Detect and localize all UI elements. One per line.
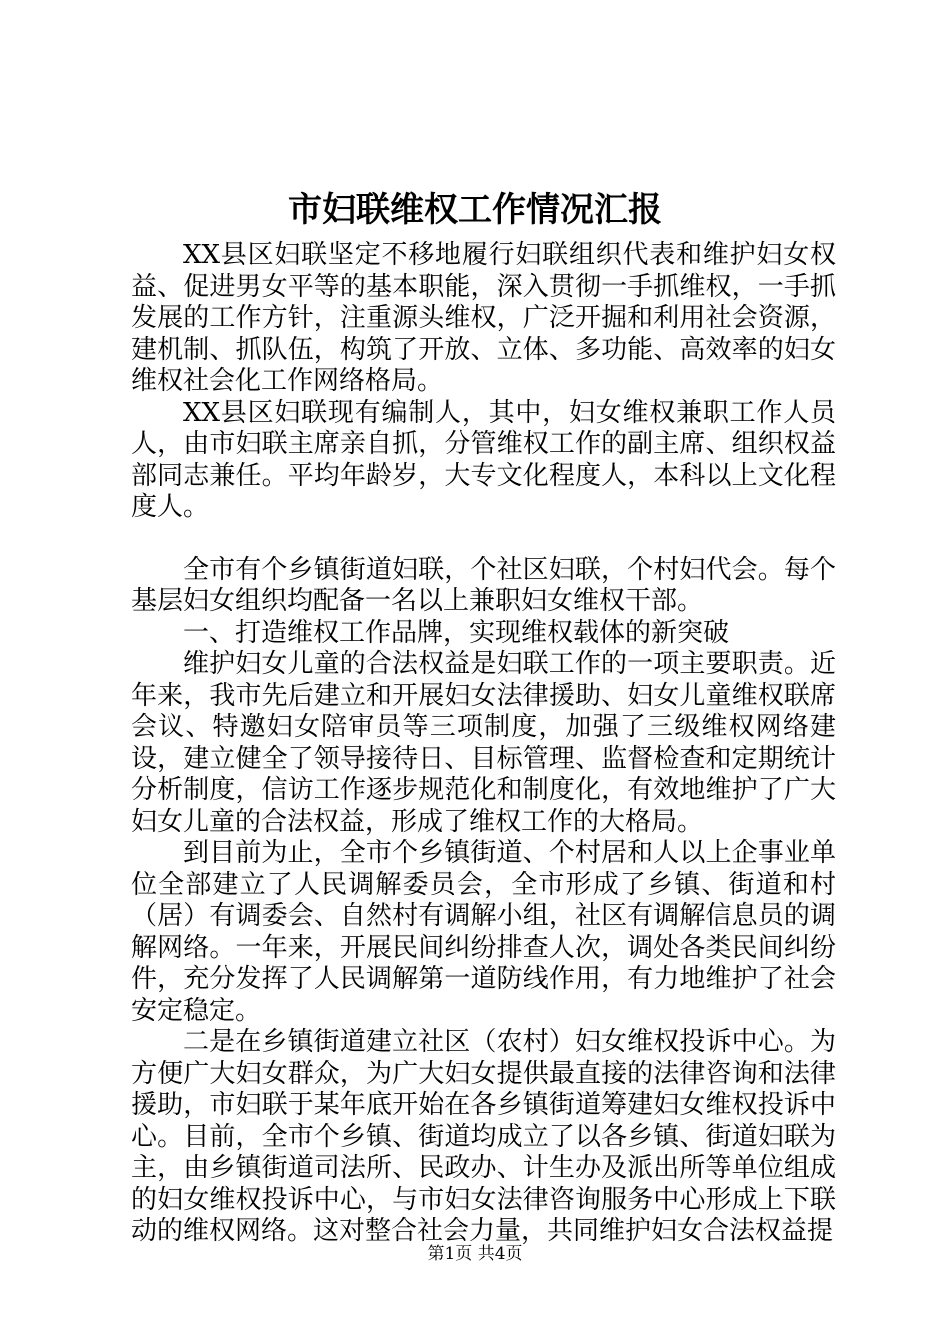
document-title: 市妇联维权工作情况汇报 xyxy=(288,190,662,230)
paragraph-6: 二是在乡镇街道建立社区（农村）妇女维权投诉中心。为方便广大妇女群众，为广大妇女提供最直接的法律咨询和法律援助，市妇联于某年底开始在各乡镇街道筹建妇女维权投诉中心。目前，全市个乡镇、街道均成立了以各乡镇、街道妇联为主，由乡镇街道司法所、民政办、计生办及派出所等单位组成的妇女维权投诉中心，与市妇女法律咨询服务中心形成上下联动的维权网络。这对整合社会力量，共同维护妇女合法权益提 xyxy=(131,1027,836,1246)
page-number-footer: 第1页 共4页 xyxy=(427,1244,523,1264)
paragraph-4: 维护妇女儿童的合法权益是妇联工作的一项主要职责。近年来，我市先后建立和开展妇女法律援助、妇女儿童维权联席会议、特邀妇女陪审员等三项制度，加强了三级维权网络建设，建立健全了领导接待日、目标管理、监督检查和定期统计分析制度，信访工作逐步规范化和制度化，有效地维护了广大妇女儿童的合法权益，形成了维权工作的大格局。 xyxy=(131,649,836,837)
document-body xyxy=(131,240,836,1248)
paragraph-3: 全市有个乡镇街道妇联，个社区妇联，个村妇代会。每个基层妇女组织均配备一名以上兼职妇女维权干部。 xyxy=(131,554,836,616)
section-heading-1: 一、打造维权工作品牌，实现维权载体的新突破 xyxy=(183,617,730,648)
paragraph-1: XX县区妇联坚定不移地履行妇联组织代表和维护妇女权益、促进男女平等的基本职能，深入贯彻一手抓维权，一手抓发展的工作方针，注重源头维权，广泛开掘和利用社会资源，建机制、抓队伍，构筑了开放、立体、多功能、高效率的妇女维权社会化工作网络格局。 xyxy=(131,240,836,396)
paragraph-2: XX县区妇联现有编制人，其中，妇女维权兼职工作人员人，由市妇联主席亲自抓，分管维权工作的副主席、组织权益部同志兼任。平均年龄岁，大专文化程度人，本科以上文化程度人。 xyxy=(131,397,836,522)
paragraph-5: 到目前为止，全市个乡镇街道、个村居和人以上企事业单位全部建立了人民调解委员会，全市形成了乡镇、街道和村（居）有调委会、自然村有调解小组，社区有调解信息员的调解网络。一年来，开展民间纠纷排查人次，调处各类民间纠纷件，充分发挥了人民调解第一道防线作用，有力地维护了社会安定稳定。 xyxy=(131,838,836,1026)
